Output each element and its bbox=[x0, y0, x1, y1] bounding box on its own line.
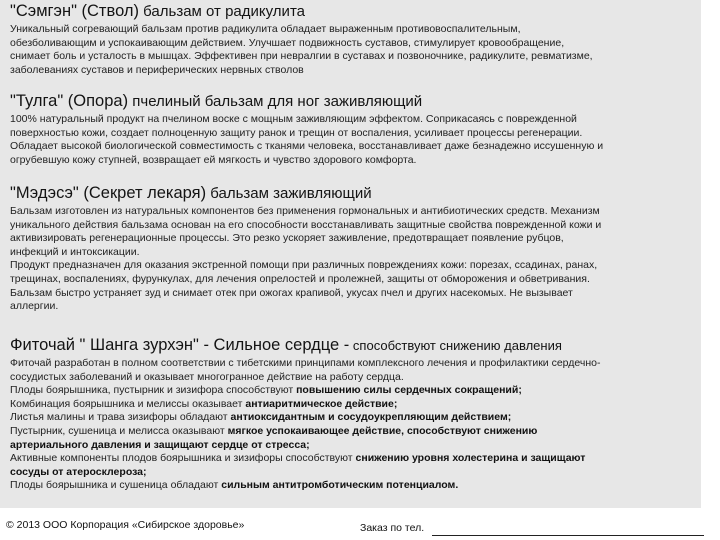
section-title bbox=[10, 184, 700, 203]
text-line: Бальзам изготовлен из натуральных компонентов без применения гормональных и антибиотических средств. Механизм bbox=[10, 205, 600, 217]
benefit-highlight: антиаритмическое действие; bbox=[245, 397, 398, 410]
benefit-highlight: мягкое успокаивающее действие, способствуют снижению bbox=[227, 424, 538, 437]
section-body bbox=[10, 113, 700, 167]
section-title bbox=[10, 92, 700, 111]
section-semgen bbox=[10, 2, 700, 77]
benefit-text: Плоды боярышника, пустырник и зизифора способствуют bbox=[10, 384, 297, 397]
benefit-line bbox=[10, 439, 700, 453]
benefit-line bbox=[10, 384, 700, 398]
text-line: активизировать регенерационные процессы. Это резко ускоряет заживление, предотвращает появление рубцов, bbox=[10, 232, 564, 245]
text-line: трещинах, воспалениях, фурункулах, для лечения опрелостей и пролежней, защиты от обморожения и обветривания. bbox=[10, 272, 590, 285]
benefit-highlight: снижению уровня холестерина и защищают bbox=[355, 452, 586, 465]
benefit-highlight: артериального давления и защищают сердце от стресса; bbox=[10, 438, 310, 451]
product-subtitle: пчелиный бальзам для ног заживляющий bbox=[128, 93, 423, 110]
footer bbox=[0, 516, 720, 540]
section-title bbox=[10, 336, 700, 355]
benefit-highlight: антиоксидантным и сосудоукрепляющим действием; bbox=[230, 411, 512, 424]
product-subtitle: бальзам заживляющий bbox=[206, 185, 372, 202]
text-line: Продукт предназначен для оказания экстренной помощи при различных повреждениях кожи: порезах, ссадинах, ранах, bbox=[10, 259, 598, 272]
benefit-highlight: сосуды от атеросклероза; bbox=[10, 465, 147, 478]
section-body bbox=[10, 205, 700, 314]
text-line: огрубевшую кожу ступней, возвращает ей мягкость и чувство здорового комфорта. bbox=[10, 153, 417, 166]
text-line: поверхностью кожи, создает полноценную защиту ранок и трещин от воспаления, усиливает процессы регенерации. bbox=[10, 126, 583, 139]
section-medese bbox=[10, 184, 700, 314]
product-name: "Мэдэсэ" (Секрет лекаря) bbox=[10, 184, 207, 202]
section-tulga bbox=[10, 92, 700, 167]
text-line: заболеваниях суставов и периферических нервных стволов bbox=[10, 63, 304, 76]
benefit-line bbox=[10, 452, 700, 466]
product-subtitle: бальзам от радикулита bbox=[139, 3, 305, 20]
section-body bbox=[10, 357, 700, 493]
benefit-highlight: повышению силы сердечных сокращений; bbox=[296, 384, 522, 397]
text-line: снимает боль и усталость в мышцах. Эффективен при невралгии в суставах и позвоночнике, радикулите, ревматизме, bbox=[10, 50, 593, 63]
benefit-highlight: сильным антитромботическим потенциалом. bbox=[221, 479, 459, 492]
text-line: Уникальный согревающий бальзам против радикулита обладает выраженным противовоспалительным, bbox=[10, 23, 521, 35]
text-line: аллергии. bbox=[10, 300, 59, 313]
benefit-line bbox=[10, 425, 700, 439]
benefit-text: Пустырник, сушеница и мелисса оказывают bbox=[10, 424, 228, 437]
text-line: инфекций и интоксикации. bbox=[10, 245, 140, 258]
text-line: сосудистых заболеваний и оказывает многогранное действие на работу сердца. bbox=[10, 370, 404, 383]
benefit-text: Плоды боярышника и сушеница обладают bbox=[10, 479, 222, 492]
text-line: Обладает высокой биологической совместимость с тканями человека, восстанавливает даже безнадежно иссушенную и bbox=[10, 140, 604, 153]
section-tea bbox=[10, 336, 700, 493]
text-line: обезболивающим и успокаивающим действием. Улучшает подвижность суставов, стимулирует кровообращение, bbox=[10, 36, 565, 49]
benefit-text: Комбинация боярышника и мелиссы оказывает bbox=[10, 397, 246, 410]
copyright-text: © 2013 ООО Корпорация «Сибирское здоровье» bbox=[6, 519, 245, 531]
text-line: Фиточай разработан в полном соответствии с тибетскими принципами комплексного лечения и профилактики сердечно- bbox=[10, 357, 601, 369]
product-name: "Сэмгэн" (Ствол) bbox=[10, 2, 140, 20]
benefit-text: Листья малины и трава зизифоры обладают bbox=[10, 411, 231, 424]
benefit-line bbox=[10, 411, 700, 425]
section-title bbox=[10, 2, 700, 21]
product-name: Фиточай " Шанга зурхэн" - Сильное сердце - bbox=[10, 336, 350, 354]
text-line: уникального действия бальзама основан на его способности восстанавливать защитные свойства поврежденной кожи и bbox=[10, 218, 602, 231]
benefit-line bbox=[10, 398, 700, 412]
order-phone-label: Заказ по тел. bbox=[360, 522, 425, 534]
product-subtitle: способствуют снижению давления bbox=[349, 338, 562, 353]
text-line: Бальзам быстро устраняет зуд и снимает отек при ожогах крапивой, укусах пчел и других насекомых. Не вызывает bbox=[10, 286, 573, 299]
order-phone-blank-line bbox=[432, 535, 704, 536]
product-name: "Тулга" (Опора) bbox=[10, 92, 129, 110]
benefit-line bbox=[10, 466, 700, 480]
section-body bbox=[10, 23, 700, 77]
text-line: 100% натуральный продукт на пчелином воске с мощным заживляющим эффектом. Соприкасаясь с поврежденной bbox=[10, 113, 577, 125]
benefit-text: Активные компоненты плодов боярышника и зизифоры способствуют bbox=[10, 452, 356, 465]
benefit-line bbox=[10, 479, 700, 493]
